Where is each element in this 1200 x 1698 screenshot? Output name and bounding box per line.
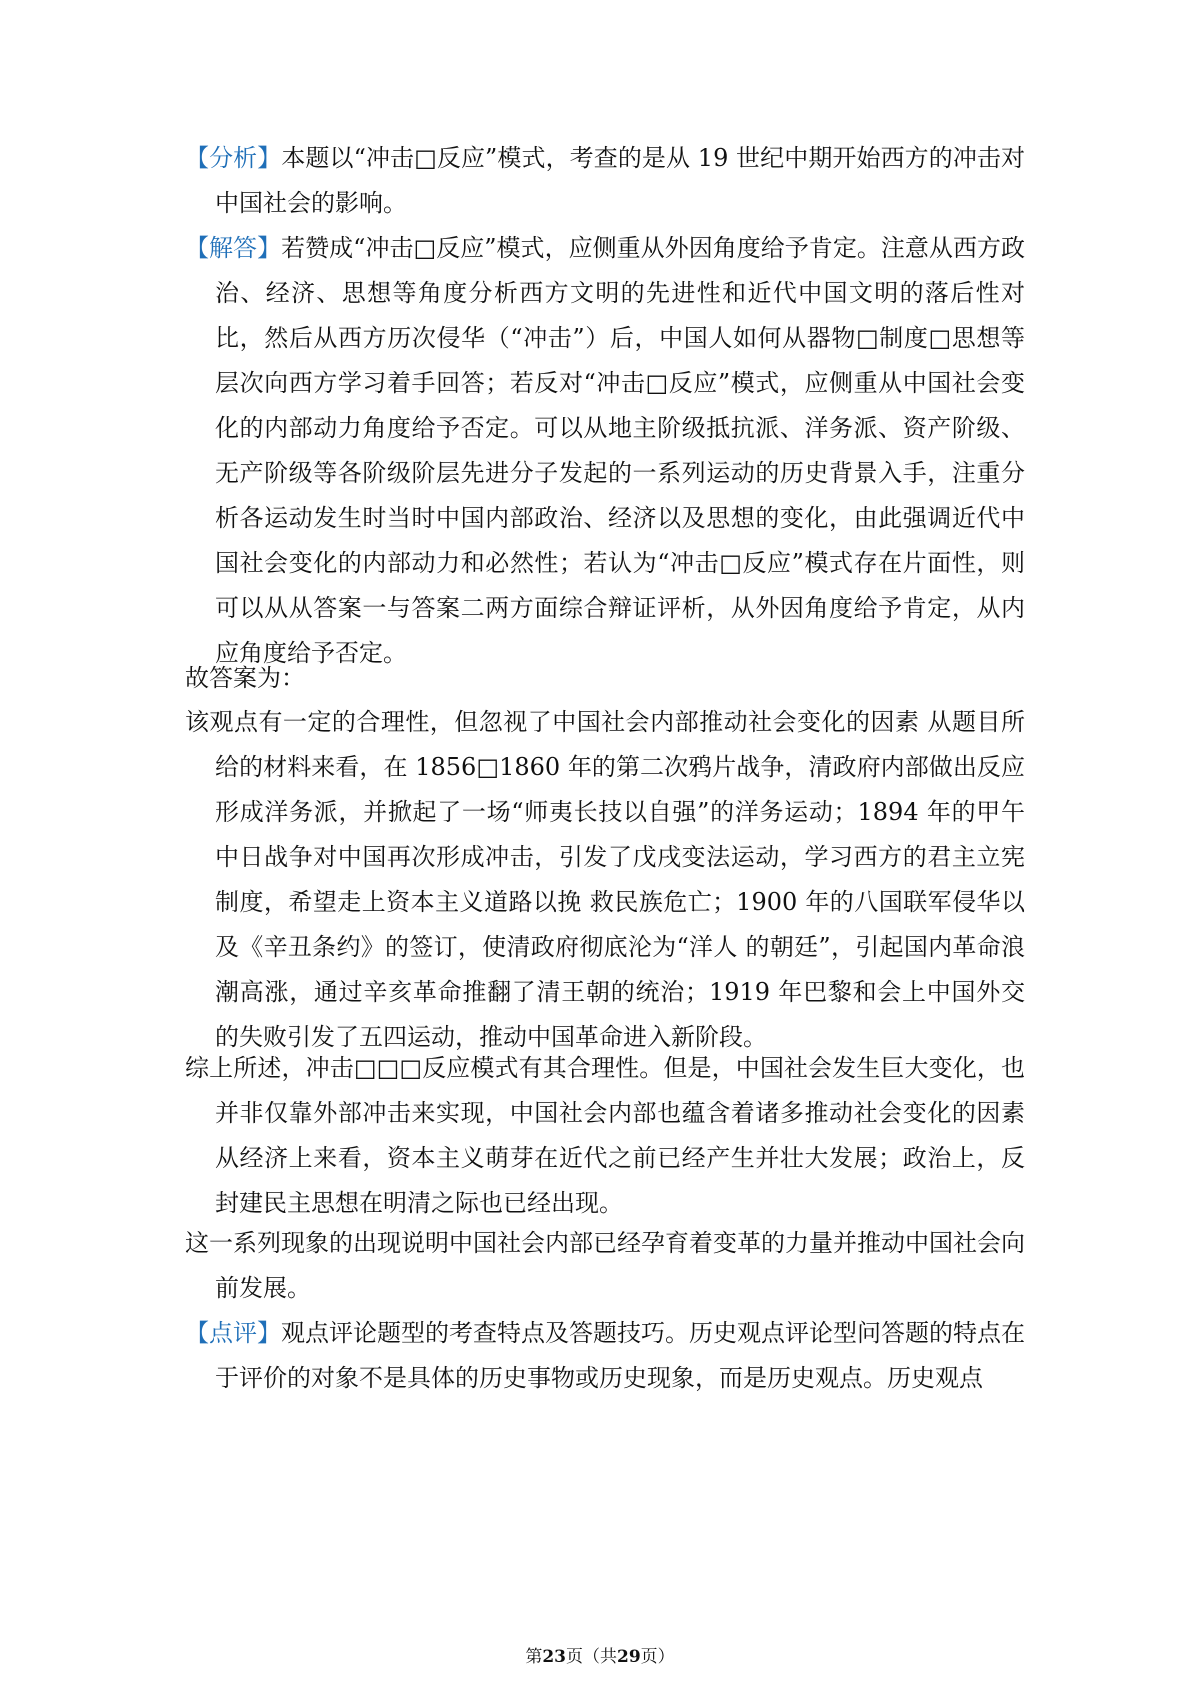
- result-paragraph-3: 这一系列现象的出现说明中国社会内部已经孕育着变革的力量并推动中国社会向前发展。: [185, 1229, 1025, 1302]
- result-label: 故答案为：: [185, 664, 305, 692]
- answer-tag: 【解答】: [185, 234, 282, 262]
- analysis-text: 本题以“冲击□反应”模式，考查的是从 19 世纪中期开始西方的冲击对中国社会的影响。: [215, 144, 1025, 217]
- footer-page-number: 23: [542, 1647, 566, 1667]
- comment-tag: 【点评】: [185, 1319, 281, 1347]
- footer-prefix: 第: [525, 1647, 543, 1667]
- comment-text: 观点评论题型的考查特点及答题技巧。历史观点评论型问答题的特点在于评价的对象不是具体的历史事物或历史现象，而是历史观点。历史观点: [215, 1319, 1025, 1392]
- footer-total-pages: 29: [617, 1647, 641, 1667]
- footer-suffix: 页）: [640, 1647, 675, 1667]
- answer-text: 若赞成“冲击□反应”模式，应侧重从外因角度给予肯定。注意从西方政治、经济、思想等角度分析西方文明的先进性和近代中国文明的落后性对比，然后从西方历次侵华（“冲击”）后，中国人如何从器物□制度□思想等层次向西方学习着手回答；若反对“冲击□反应”模式，应侧重从中国社会变化的内部动力角度给予否定。可以从地主阶级抵抗派、洋务派、资产阶级、无产阶级等各阶级阶层先进分子发起的一系列运动的历史背景入手，注重分析各运动发生时当时中国内部政治、经济以及思想的变化，由此强调近代中国社会变化的内部动力和必然性；若认为“冲击□反应”模式存在片面性，则可以从从答案一与答案二两方面综合辩证评析，从外因角度给予肯定，从内应角度给予否定。: [215, 234, 1025, 667]
- comment-paragraph: [185, 1311, 1025, 1401]
- analysis-tag: 【分析】: [185, 144, 282, 172]
- result-paragraph-1: 该观点有一定的合理性，但忽视了中国社会内部推动社会变化的因素 从题目所给的材料来看，在 1856□1860 年的第二次鸦片战争，清政府内部做出反应形成洋务派，并掀起了一场“师夷长技以自强”的洋务运动；1894 年的甲午中日战争对中国再次形成冲击，引发了戊戌变法运动，学习西方的君主立宪制度，希望走上资本主义道路以挽 救民族危亡；1900 年的八国联军侵华以及《辛丑条约》的签订，使清政府彻底沦为“洋人 的朝廷”，引起国内革命浪潮高涨，通过辛亥革命推翻了清王朝的统治；1919 年巴黎和会上中国外交的失败引发了五四运动，推动中国革命进入新阶段。: [185, 708, 1025, 1051]
- result-paragraph-2: 综上所述，冲击□□□反应模式有其合理性。但是，中国社会发生巨大变化，也并非仅靠外部冲击来实现，中国社会内部也蕴含着诸多推动社会变化的因素 从经济上来看，资本主义萌芽在近代之前已经产生并壮大发展；政治上，反封建民主思想在明清之际也已经出现。: [185, 1054, 1025, 1217]
- page-footer: [0, 1642, 1200, 1667]
- answer-paragraph: [185, 226, 1025, 676]
- analysis-paragraph: [185, 136, 1025, 226]
- footer-mid: 页（共: [566, 1647, 617, 1667]
